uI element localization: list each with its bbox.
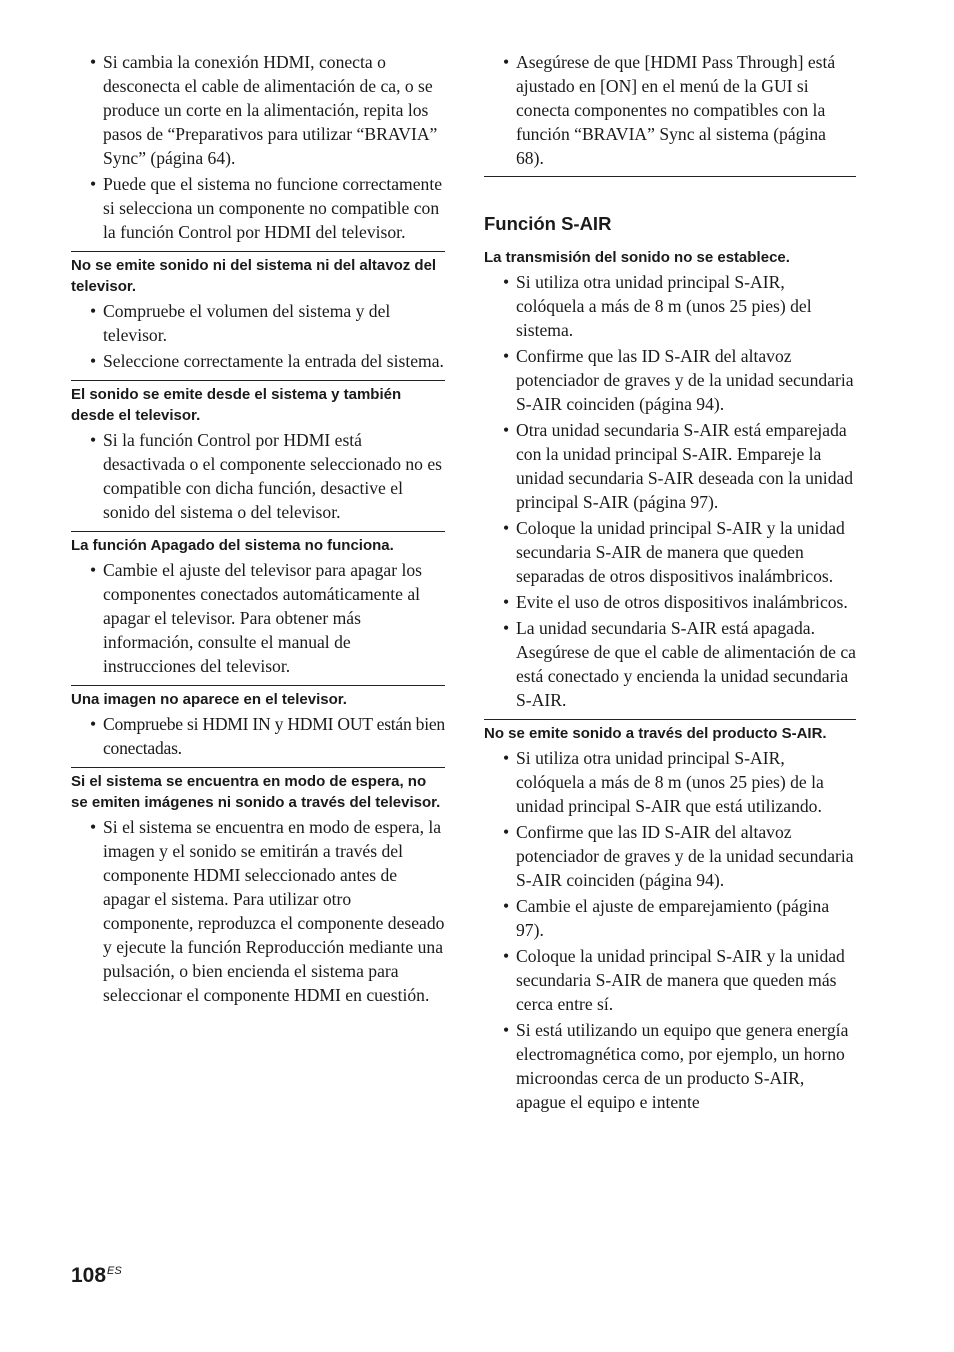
section-heading: No se emite sonido a través del producto S-AIR. — [484, 725, 827, 742]
list-item: • Asegúrese de que [HDMI Pass Through] está ajustado en [ON] en el menú de la GUI si conecta componentes no compatibles con la función “BRAVIA” Sync al sistema (página 68). — [484, 50, 856, 170]
left-column — [71, 50, 445, 1009]
section-divider — [71, 531, 445, 532]
list-item: • Otra unidad secundaria S-AIR está emparejada con la unidad principal S-AIR. Empareje la unidad secundaria S-AIR deseada con la unidad principal S-AIR (página 97). — [484, 418, 856, 514]
left-intro-list — [71, 50, 445, 244]
section-divider — [71, 767, 445, 768]
section-list — [71, 299, 445, 373]
section-heading: La función Apagado del sistema no funciona. — [71, 537, 394, 554]
list-item: • Si el sistema se encuentra en modo de espera, la imagen y el sonido se emitirán a través del componente HDMI seleccionado antes de apagar el sistema. Para utilizar otro componente, reproduzca el componente deseado y ejecute la función Reproducción mediante una pulsación, o bien encienda el sistema para seleccionar el componente HDMI en cuestión. — [71, 815, 445, 1007]
section-divider — [484, 176, 856, 177]
list-item: • Si utiliza otra unidad principal S-AIR, colóquela a más de 8 m (unos 25 pies) del sistema. — [484, 270, 856, 342]
section-title: Función S-AIR — [484, 213, 612, 234]
list-item: • Si cambia la conexión HDMI, conecta o desconecta el cable de alimentación de ca, o se produce un corte en la alimentación, repita los pasos de “Preparativos para utilizar “BRAVIA” Sync” (página 64). — [71, 50, 445, 170]
section-list — [71, 712, 445, 760]
list-item: • Coloque la unidad principal S-AIR y la unidad secundaria S-AIR de manera que queden más cerca entre sí. — [484, 944, 856, 1016]
section-divider — [71, 251, 445, 252]
list-item: • Si utiliza otra unidad principal S-AIR, colóquela a más de 8 m (unos 25 pies) de la unidad principal S-AIR que está utilizando. — [484, 746, 856, 818]
list-item: • Si está utilizando un equipo que genera energía electromagnética como, por ejemplo, un horno microondas cerca de un producto S-AIR, apague el equipo e intente — [484, 1018, 856, 1114]
section-heading: Si el sistema se encuentra en modo de espera, no se emiten imágenes ni sonido a través del televisor. — [71, 773, 441, 811]
page-number-value: 108 — [71, 1264, 107, 1287]
right-column — [484, 50, 856, 1116]
section-heading: Una imagen no aparece en el televisor. — [71, 691, 347, 708]
section-divider — [71, 380, 445, 381]
list-item: • Confirme que las ID S-AIR del altavoz potenciador de graves y de la unidad secundaria S-AIR coinciden (página 94). — [484, 820, 856, 892]
list-item: • Seleccione correctamente la entrada del sistema. — [71, 349, 445, 373]
section-heading: La transmisión del sonido no se establece. — [484, 249, 790, 266]
section-list — [484, 270, 856, 712]
list-item: • Si la función Control por HDMI está desactivada o el componente seleccionado no es compatible con dicha función, desactive el sonido del sistema o del televisor. — [71, 428, 445, 524]
section-list — [71, 558, 445, 678]
section-heading: El sonido se emite desde el sistema y también desde el televisor. — [71, 386, 402, 424]
list-item: • Compruebe si HDMI IN y HDMI OUT están bien conectadas. — [71, 712, 445, 760]
section-heading: No se emite sonido ni del sistema ni del altavoz del televisor. — [71, 257, 437, 295]
page-language-suffix: ES — [107, 1265, 122, 1277]
page-number — [71, 1258, 122, 1289]
list-item: • Cambie el ajuste de emparejamiento (página 97). — [484, 894, 856, 942]
section-divider — [71, 685, 445, 686]
list-item: • Coloque la unidad principal S-AIR y la unidad secundaria S-AIR de manera que queden separadas de otros dispositivos inalámbricos. — [484, 516, 856, 588]
list-item: • Compruebe el volumen del sistema y del televisor. — [71, 299, 445, 347]
section-list — [71, 428, 445, 524]
list-item: • Evite el uso de otros dispositivos inalámbricos. — [484, 590, 856, 614]
list-item: • Puede que el sistema no funcione correctamente si selecciona un componente no compatible con la función Control por HDMI del televisor. — [71, 172, 445, 244]
section-list — [71, 815, 445, 1007]
section-divider — [484, 719, 856, 720]
section-list — [484, 746, 856, 1114]
list-item: • La unidad secundaria S-AIR está apagada. Asegúrese de que el cable de alimentación de ca está conectado y encienda la unidad secundaria S-AIR. — [484, 616, 856, 712]
right-intro-list — [484, 50, 856, 170]
list-item: • Confirme que las ID S-AIR del altavoz potenciador de graves y de la unidad secundaria S-AIR coinciden (página 94). — [484, 344, 856, 416]
list-item: • Cambie el ajuste del televisor para apagar los componentes conectados automáticamente al apagar el televisor. Para obtener más información, consulte el manual de instrucciones del televisor. — [71, 558, 445, 678]
